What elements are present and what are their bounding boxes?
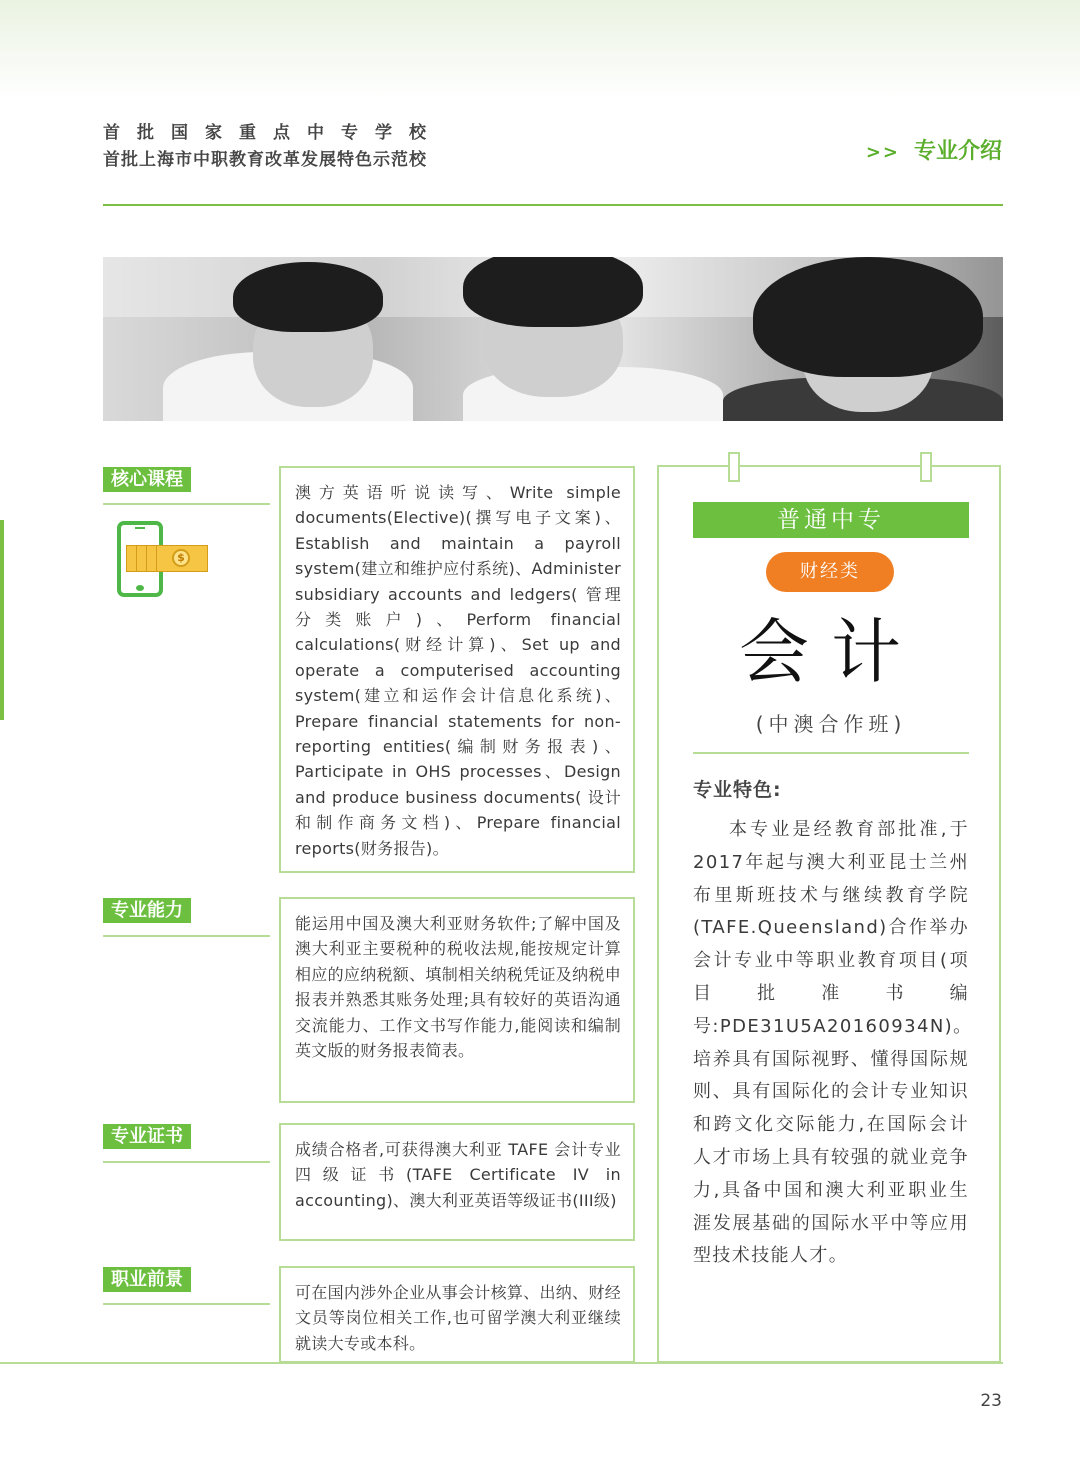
major-subtitle: (中澳合作班)	[755, 712, 907, 736]
core-courses-text: 澳方英语听说读写、Write simple documents(Elective)(撰写电子文案)、Establish and maintain a payroll system(建立和维护应付系统)、Administer subsidiary accounts and ledgers( 管理分类账户)、Perform financial calculations(财经计算)、Set up and operate a computerised accounting system(建立和运作会计信息化系统)、Prepare financial statements for non-reporting entities(编制财务报表)、Participate in OHS processes、Design and produce business documents( 设计和制作商务文档)、Prepare financial reports(财务报告)。	[279, 466, 635, 873]
label-certificate: 专业证书	[103, 1124, 191, 1149]
label-core-courses-rule	[103, 503, 270, 505]
panel-divider	[693, 752, 969, 754]
label-career-prospects: 职业前景	[103, 1267, 191, 1292]
photo-figure	[753, 257, 983, 377]
dollar-coin-icon: $	[172, 549, 190, 567]
page-number: 23	[980, 1391, 1002, 1411]
section-heading-text: 专业介绍	[913, 139, 1002, 164]
school-title-line1: 首批国家重点中专学校	[103, 123, 443, 143]
section-heading	[866, 134, 1002, 165]
photo-figure	[463, 257, 643, 327]
category-badge: 财经类	[766, 552, 894, 592]
label-professional-ability-rule	[103, 935, 270, 937]
students-photo	[103, 257, 1003, 421]
feature-heading: 专业特色:	[693, 779, 782, 801]
photo-figure	[233, 262, 383, 332]
program-level-banner: 普通中专	[693, 502, 969, 538]
label-certificate-rule	[103, 1161, 270, 1163]
label-career-prospects-rule	[103, 1303, 270, 1305]
double-chevron-icon: >>	[865, 142, 900, 163]
school-title-line2: 首批上海市中职教育改革发展特色示范校	[103, 150, 427, 170]
professional-ability-text: 能运用中国及澳大利亚财务软件;了解中国及澳大利亚主要税种的税收法规,能按规定计算相应的应纳税额、填制相关纳税凭证及纳税申报表并熟悉其账务处理;具有较好的英语沟通交流能力、工作文书写作能力,能阅读和编制英文版的财务报表简表。	[279, 897, 635, 1103]
panel-tab-connector	[898, 465, 968, 467]
header-background	[0, 0, 1080, 100]
header-divider	[103, 204, 1003, 206]
label-professional-ability: 专业能力	[103, 898, 191, 923]
feature-description: 本专业是经教育部批准,于2017年起与澳大利亚昆士兰州布里斯班技术与继续教育学院(TAFE.Queensland)合作举办会计专业中等职业教育项目(项目批准书编号:PDE31U5A20160934N)。培养具有国际视野、懂得国际规则、具有国际化的会计专业知识和跨文化交际能力,在国际会计人才市场上具有较强的就业竞争力,具备中国和澳大利亚职业生涯发展基础的国际水平中等应用型技术技能人才。	[693, 819, 973, 1267]
panel-tab-connector	[706, 465, 776, 467]
page-edge-accent	[0, 520, 4, 720]
label-core-courses: 核心课程	[103, 467, 191, 492]
certificate-text: 成绩合格者,可获得澳大利亚 TAFE 会计专业四级证书(TAFE Certificate IV in accounting)、澳大利亚英语等级证书(III级)	[279, 1123, 635, 1241]
footer-divider	[0, 1362, 1003, 1364]
money-icon	[126, 545, 210, 573]
career-prospects-text: 可在国内涉外企业从事会计核算、出纳、财经文员等岗位相关工作,也可留学澳大利亚继续就读大专或本科。	[279, 1266, 635, 1363]
major-title: 会计	[739, 611, 923, 693]
panel-hanger-tab	[728, 452, 740, 482]
panel-hanger-tab	[920, 452, 932, 482]
